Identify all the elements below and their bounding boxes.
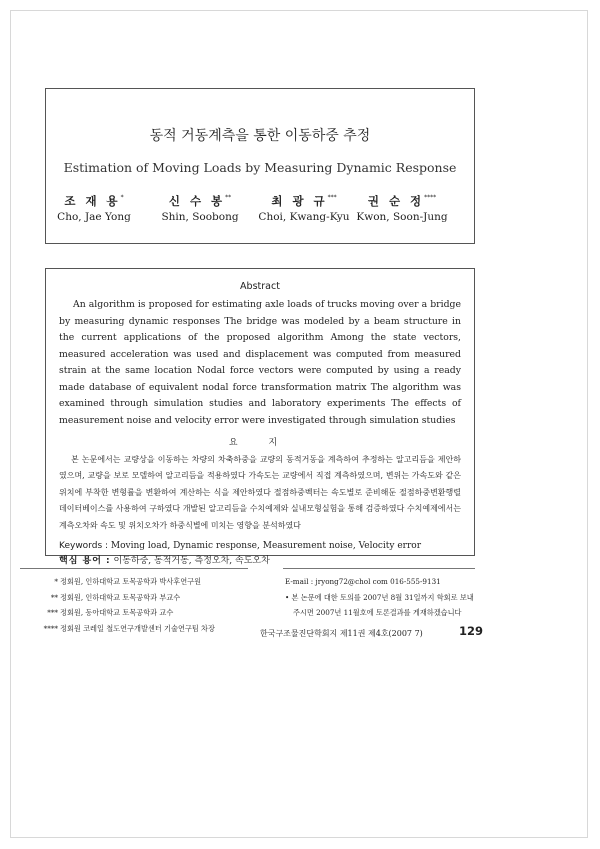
author-name-ko: 권 순 정: [367, 194, 425, 208]
discussion-note-line: 주시면 2007년 11월호에 토론결과를 게재하겠습니다: [293, 608, 462, 617]
author-2: [150, 193, 250, 223]
footnote-text: 정회원, 인하대학교 토목공학과 부교수: [60, 592, 181, 602]
keywords-en: [59, 539, 461, 554]
keywords-ko-label: 핵심 용어 :: [59, 556, 111, 567]
keywords-label: Keywords :: [59, 541, 109, 552]
footnote-mark: ***: [47, 608, 58, 617]
author-name-en: Kwon, Soon-Jung: [356, 211, 448, 223]
keywords-ko-values: 이동하중, 동적거동, 측정오차, 속도오차: [113, 556, 270, 567]
author-mark: ***: [327, 194, 337, 201]
footnote-text: 정회원, 인하대학교 토목공학과 박사후연구원: [60, 577, 202, 586]
keywords-values: Moving load, Dynamic response, Measurement noise, Velocity error: [110, 541, 422, 552]
author-name-ko: 최 광 규: [271, 194, 328, 208]
keywords-ko: [59, 554, 461, 569]
page-number: 129: [459, 624, 484, 638]
author-name-en: Cho, Jae Yong: [57, 211, 131, 223]
author-name-ko: 조 재 용: [64, 194, 121, 208]
footnotes-affiliations: [20, 574, 250, 636]
author-mark: *: [120, 194, 124, 201]
footnote-item: [20, 590, 250, 606]
title-box: [45, 88, 475, 244]
discussion-note-line: • 본 논문에 대한 토의를 2007년 8월 31일까지 학회로 보내: [285, 592, 474, 602]
footnote-mark: ****: [43, 623, 58, 633]
footnote-text: 정회원, 동아대학교 토목공학과 교수: [60, 608, 174, 617]
abstract-korean: 본 논문에서는 교량상을 이동하는 차량의 차축하중을 교량의 동적거동을 계측하여 추정하는 알고리듬을 제안하였으며, 교량을 보로 모델하여 알고리듬을 적용하였다 가속도는 교량에서 직접 계측하였으며, 변위는 가속도와 같은 위치에 부착한 변형률을 변환하여 계산하는 식을 제안하였다 절점하중벡터는 속도별로 준비해둔 절점하중변환행렬 데이터베이스를 사용하여 구하였다 개발된 알고리듬을 수치예제와 실내모형실험을 통해 검증하였다 수치예제에서는 계측오차와 속도 및 위치오차가 하중식별에 미치는 영향을 분석하였다: [59, 455, 461, 530]
author-name-en: Shin, Soobong: [161, 211, 239, 223]
abstract-english: An algorithm is proposed for estimating axle loads of trucks moving over a bridge by measuring dynamic responses The bridge was modeled by a beam structure in the current applications of the proposed algorithm Among the state vectors, measured acceleration was used and displacement was computed from measured strain at the same location Nodal force vectors were computed by using a ready made database of equivalent nodal force transformation matrix The algorithm was examined through simulation studies and laboratory experiments The effects of measurement noise and velocity error were investigated through simulation studies: [59, 299, 461, 426]
footnote-mark: **: [50, 592, 58, 602]
abstract-heading: Abstract: [240, 281, 280, 292]
author-3: [254, 193, 354, 223]
contact-email-line: E-mail : jryong72@chol com 016-555-9131: [285, 577, 441, 586]
footnote-rule-right: [283, 568, 475, 569]
journal-reference: 한국구조물진단학회지 제11권 제4호(2007 7): [260, 629, 423, 638]
author-4: [352, 193, 452, 223]
footnote-item: [20, 605, 250, 621]
author-mark: **: [225, 194, 232, 201]
footnote-text: 정회원 코레일 철도연구개발센터 기술연구팀 차장: [60, 623, 215, 633]
footnote-item: [20, 621, 250, 637]
footnote-rule-left: [20, 568, 248, 569]
footnotes-contact: [285, 574, 505, 621]
paper-title-korean: 동적 거동계측을 통한 이동하중 추정: [149, 128, 371, 144]
author-mark: ****: [424, 194, 437, 201]
author-name-ko: 신 수 봉: [168, 194, 226, 208]
footnote-item: [20, 574, 250, 590]
abstract-box: [45, 268, 475, 567]
korean-abstract-heading: 요 지: [228, 438, 292, 448]
author-name-en: Choi, Kwang-Kyu: [258, 211, 350, 223]
author-1: [44, 193, 144, 223]
paper-title-english: Estimation of Moving Loads by Measuring Dynamic Response: [63, 160, 457, 175]
footnote-mark: *: [54, 577, 58, 586]
